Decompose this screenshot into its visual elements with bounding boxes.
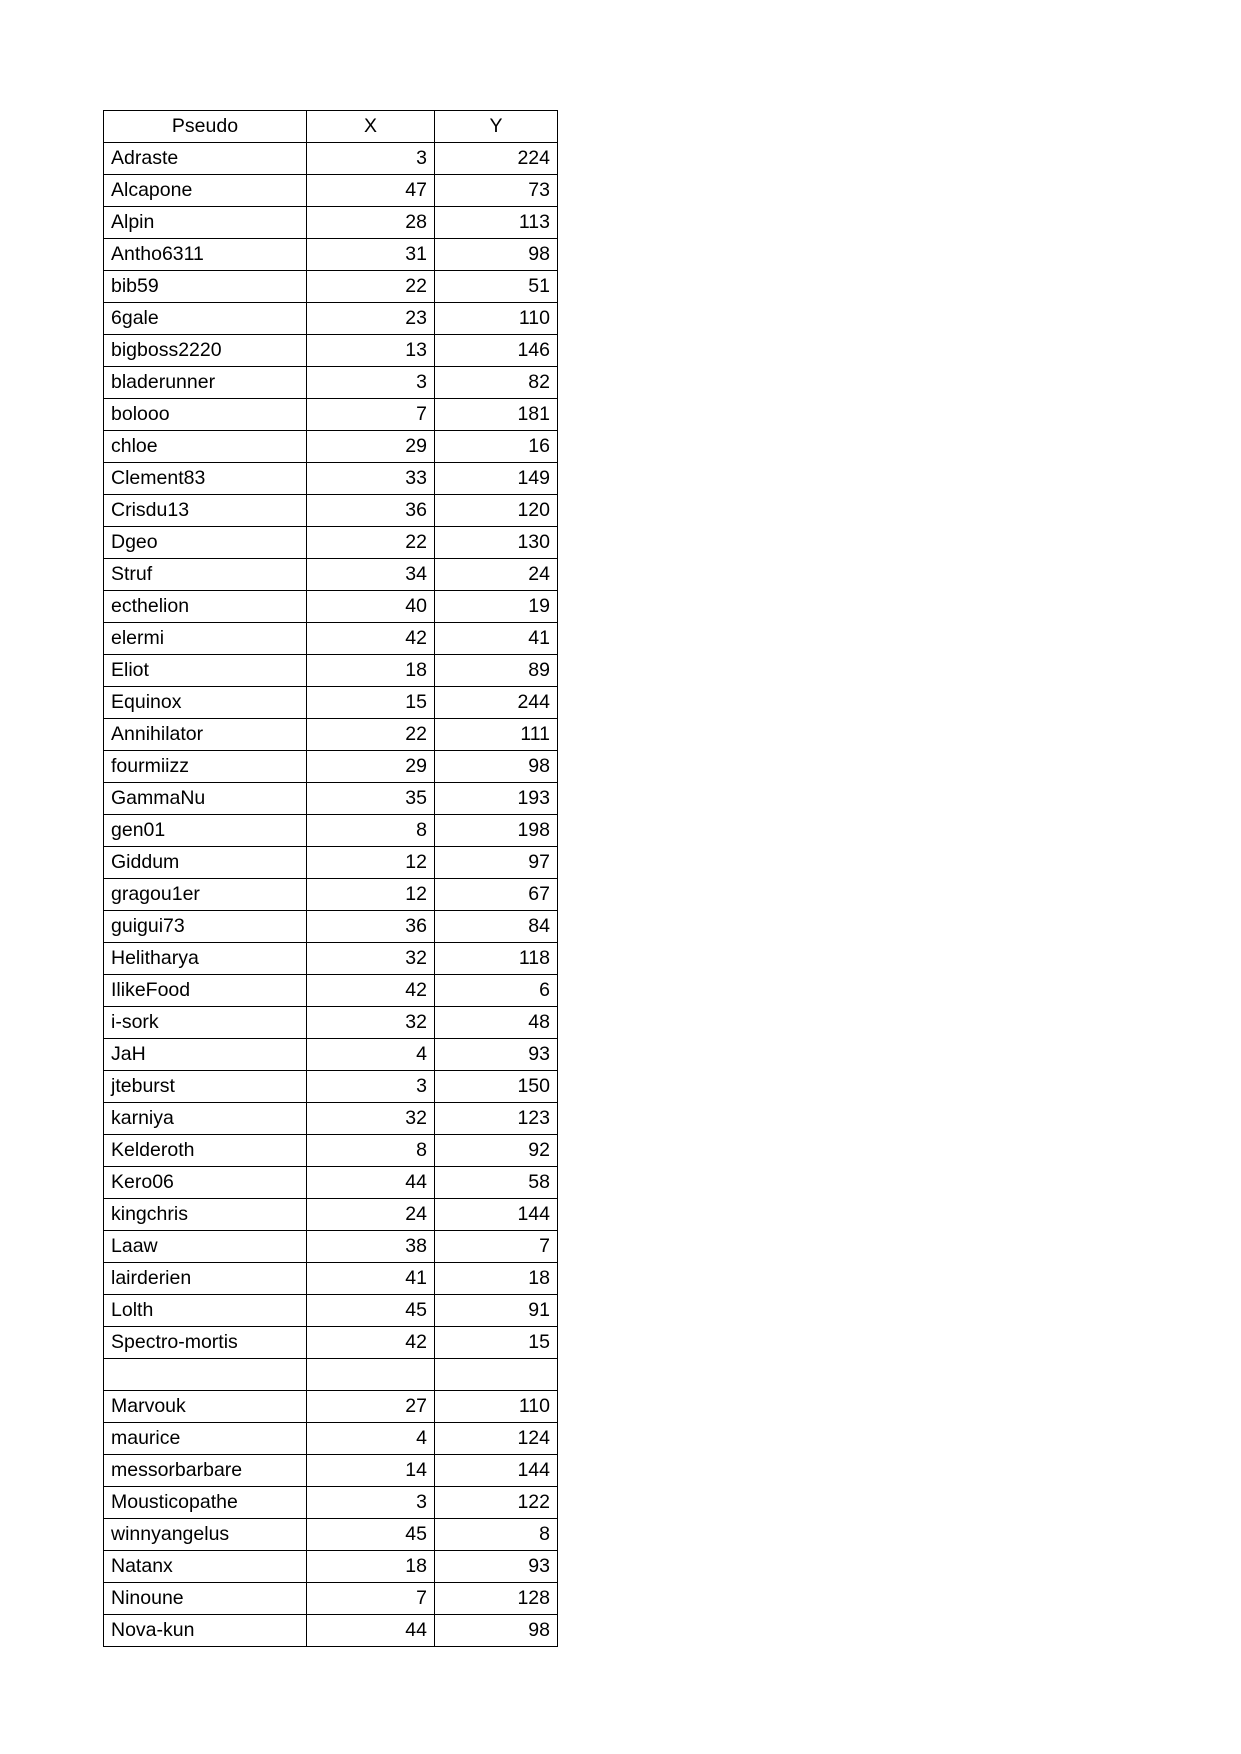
cell-pseudo: Clement83: [104, 463, 307, 495]
table-body: [104, 143, 558, 1647]
cell-y: 93: [435, 1039, 558, 1071]
cell-x: [307, 1359, 435, 1391]
cell-x: 8: [307, 815, 435, 847]
cell-y: 146: [435, 335, 558, 367]
table-row: [104, 815, 558, 847]
cell-pseudo: GammaNu: [104, 783, 307, 815]
table-row: [104, 399, 558, 431]
cell-x: 18: [307, 1551, 435, 1583]
column-header-x: X: [307, 111, 435, 143]
cell-y: 110: [435, 303, 558, 335]
cell-y: 67: [435, 879, 558, 911]
cell-y: 110: [435, 1391, 558, 1423]
cell-pseudo: Annihilator: [104, 719, 307, 751]
cell-x: 18: [307, 655, 435, 687]
cell-x: 23: [307, 303, 435, 335]
cell-x: 14: [307, 1455, 435, 1487]
table-row: [104, 463, 558, 495]
cell-y: 16: [435, 431, 558, 463]
table-row: [104, 975, 558, 1007]
cell-x: 32: [307, 1007, 435, 1039]
cell-y: 7: [435, 1231, 558, 1263]
cell-x: 22: [307, 271, 435, 303]
cell-x: 47: [307, 175, 435, 207]
cell-pseudo: fourmiizz: [104, 751, 307, 783]
cell-x: 33: [307, 463, 435, 495]
cell-pseudo: maurice: [104, 1423, 307, 1455]
cell-y: 51: [435, 271, 558, 303]
cell-x: 45: [307, 1519, 435, 1551]
cell-y: 123: [435, 1103, 558, 1135]
table-row: [104, 559, 558, 591]
table-row: [104, 1039, 558, 1071]
cell-y: 124: [435, 1423, 558, 1455]
table-row: [104, 1071, 558, 1103]
table-row: [104, 271, 558, 303]
cell-y: 19: [435, 591, 558, 623]
cell-x: 32: [307, 1103, 435, 1135]
cell-x: 4: [307, 1039, 435, 1071]
cell-pseudo: karniya: [104, 1103, 307, 1135]
table-header: [104, 111, 558, 143]
table-row: [104, 175, 558, 207]
cell-y: 98: [435, 1615, 558, 1647]
table-row: [104, 207, 558, 239]
cell-x: 40: [307, 591, 435, 623]
table-row: [104, 655, 558, 687]
table-row: [104, 879, 558, 911]
cell-y: 144: [435, 1455, 558, 1487]
table-row: [104, 623, 558, 655]
cell-pseudo: Antho6311: [104, 239, 307, 271]
cell-y: 144: [435, 1199, 558, 1231]
cell-pseudo: Mousticopathe: [104, 1487, 307, 1519]
table-header-row: [104, 111, 558, 143]
cell-y: 120: [435, 495, 558, 527]
cell-y: 8: [435, 1519, 558, 1551]
cell-y: 82: [435, 367, 558, 399]
cell-x: 13: [307, 335, 435, 367]
cell-pseudo: Spectro-mortis: [104, 1327, 307, 1359]
cell-pseudo: Ninoune: [104, 1583, 307, 1615]
cell-pseudo: Marvouk: [104, 1391, 307, 1423]
table-row: [104, 751, 558, 783]
cell-x: 4: [307, 1423, 435, 1455]
column-header-y: Y: [435, 111, 558, 143]
table-row: [104, 335, 558, 367]
cell-y: 92: [435, 1135, 558, 1167]
cell-pseudo: bib59: [104, 271, 307, 303]
cell-y: [435, 1359, 558, 1391]
cell-pseudo: Equinox: [104, 687, 307, 719]
table-row: [104, 1455, 558, 1487]
cell-y: 193: [435, 783, 558, 815]
cell-x: 12: [307, 879, 435, 911]
cell-x: 28: [307, 207, 435, 239]
cell-y: 48: [435, 1007, 558, 1039]
cell-x: 15: [307, 687, 435, 719]
cell-y: 58: [435, 1167, 558, 1199]
cell-y: 122: [435, 1487, 558, 1519]
cell-y: 244: [435, 687, 558, 719]
table-row: [104, 1519, 558, 1551]
cell-x: 7: [307, 1583, 435, 1615]
table-row: [104, 719, 558, 751]
table-row: [104, 1263, 558, 1295]
cell-pseudo: Eliot: [104, 655, 307, 687]
cell-pseudo: kingchris: [104, 1199, 307, 1231]
cell-y: 224: [435, 143, 558, 175]
cell-pseudo: bolooo: [104, 399, 307, 431]
table-row: [104, 527, 558, 559]
cell-y: 84: [435, 911, 558, 943]
cell-x: 7: [307, 399, 435, 431]
table-row: [104, 1167, 558, 1199]
cell-pseudo: lairderien: [104, 1263, 307, 1295]
cell-pseudo: ecthelion: [104, 591, 307, 623]
cell-y: 91: [435, 1295, 558, 1327]
table-row: [104, 143, 558, 175]
cell-x: 3: [307, 367, 435, 399]
table-row: [104, 847, 558, 879]
cell-y: 6: [435, 975, 558, 1007]
cell-y: 118: [435, 943, 558, 975]
cell-pseudo: Kero06: [104, 1167, 307, 1199]
cell-y: 89: [435, 655, 558, 687]
cell-pseudo: Alpin: [104, 207, 307, 239]
cell-y: 73: [435, 175, 558, 207]
cell-pseudo: elermi: [104, 623, 307, 655]
table-row: [104, 495, 558, 527]
table-row: [104, 1327, 558, 1359]
cell-pseudo: winnyangelus: [104, 1519, 307, 1551]
cell-pseudo: bladerunner: [104, 367, 307, 399]
column-header-pseudo: Pseudo: [104, 111, 307, 143]
cell-x: 34: [307, 559, 435, 591]
table-row: [104, 1583, 558, 1615]
cell-y: 93: [435, 1551, 558, 1583]
cell-x: 31: [307, 239, 435, 271]
table-row: [104, 367, 558, 399]
cell-x: 22: [307, 719, 435, 751]
table-row: [104, 911, 558, 943]
cell-pseudo: Giddum: [104, 847, 307, 879]
cell-y: 15: [435, 1327, 558, 1359]
cell-pseudo: messorbarbare: [104, 1455, 307, 1487]
cell-pseudo: Helitharya: [104, 943, 307, 975]
cell-y: 130: [435, 527, 558, 559]
cell-pseudo: Lolth: [104, 1295, 307, 1327]
cell-x: 24: [307, 1199, 435, 1231]
cell-y: 98: [435, 239, 558, 271]
cell-pseudo: bigboss2220: [104, 335, 307, 367]
cell-pseudo: gen01: [104, 815, 307, 847]
table-row: [104, 687, 558, 719]
cell-pseudo: Struf: [104, 559, 307, 591]
cell-pseudo: IlikeFood: [104, 975, 307, 1007]
cell-pseudo: JaH: [104, 1039, 307, 1071]
cell-pseudo: Crisdu13: [104, 495, 307, 527]
cell-x: 27: [307, 1391, 435, 1423]
cell-y: 97: [435, 847, 558, 879]
cell-x: 41: [307, 1263, 435, 1295]
table-row: [104, 1199, 558, 1231]
table-row: [104, 1391, 558, 1423]
cell-y: 41: [435, 623, 558, 655]
cell-pseudo: 6gale: [104, 303, 307, 335]
cell-x: 22: [307, 527, 435, 559]
cell-pseudo: i-sork: [104, 1007, 307, 1039]
cell-y: 98: [435, 751, 558, 783]
cell-x: 44: [307, 1615, 435, 1647]
cell-y: 128: [435, 1583, 558, 1615]
cell-y: 149: [435, 463, 558, 495]
cell-x: 44: [307, 1167, 435, 1199]
table-row: [104, 1615, 558, 1647]
cell-y: 198: [435, 815, 558, 847]
table-row: [104, 1359, 558, 1391]
cell-x: 29: [307, 751, 435, 783]
table-row: [104, 1295, 558, 1327]
cell-x: 12: [307, 847, 435, 879]
cell-pseudo: Laaw: [104, 1231, 307, 1263]
cell-x: 36: [307, 495, 435, 527]
cell-x: 3: [307, 1487, 435, 1519]
table-row: [104, 303, 558, 335]
table-row: [104, 783, 558, 815]
cell-x: 36: [307, 911, 435, 943]
cell-y: 111: [435, 719, 558, 751]
cell-pseudo: gragou1er: [104, 879, 307, 911]
cell-pseudo: chloe: [104, 431, 307, 463]
table-row: [104, 1487, 558, 1519]
cell-x: 42: [307, 975, 435, 1007]
cell-x: 29: [307, 431, 435, 463]
coordinates-table: [103, 110, 558, 1647]
cell-y: 24: [435, 559, 558, 591]
cell-pseudo: Natanx: [104, 1551, 307, 1583]
cell-pseudo: guigui73: [104, 911, 307, 943]
cell-pseudo: Nova-kun: [104, 1615, 307, 1647]
cell-pseudo: jteburst: [104, 1071, 307, 1103]
table-row: [104, 1231, 558, 1263]
table-row: [104, 1551, 558, 1583]
cell-y: 18: [435, 1263, 558, 1295]
cell-x: 38: [307, 1231, 435, 1263]
cell-x: 42: [307, 623, 435, 655]
table-row: [104, 1423, 558, 1455]
table-row: [104, 1135, 558, 1167]
cell-y: 181: [435, 399, 558, 431]
cell-x: 45: [307, 1295, 435, 1327]
cell-x: 8: [307, 1135, 435, 1167]
cell-x: 3: [307, 143, 435, 175]
cell-pseudo: Kelderoth: [104, 1135, 307, 1167]
table-row: [104, 1007, 558, 1039]
cell-x: 35: [307, 783, 435, 815]
table-row: [104, 239, 558, 271]
cell-y: 150: [435, 1071, 558, 1103]
cell-y: 113: [435, 207, 558, 239]
cell-x: 42: [307, 1327, 435, 1359]
cell-pseudo: [104, 1359, 307, 1391]
cell-pseudo: Alcapone: [104, 175, 307, 207]
cell-pseudo: Dgeo: [104, 527, 307, 559]
cell-x: 32: [307, 943, 435, 975]
table-row: [104, 591, 558, 623]
table-row: [104, 1103, 558, 1135]
cell-x: 3: [307, 1071, 435, 1103]
table-row: [104, 943, 558, 975]
table-row: [104, 431, 558, 463]
coordinates-table-container: [103, 110, 558, 1647]
cell-pseudo: Adraste: [104, 143, 307, 175]
